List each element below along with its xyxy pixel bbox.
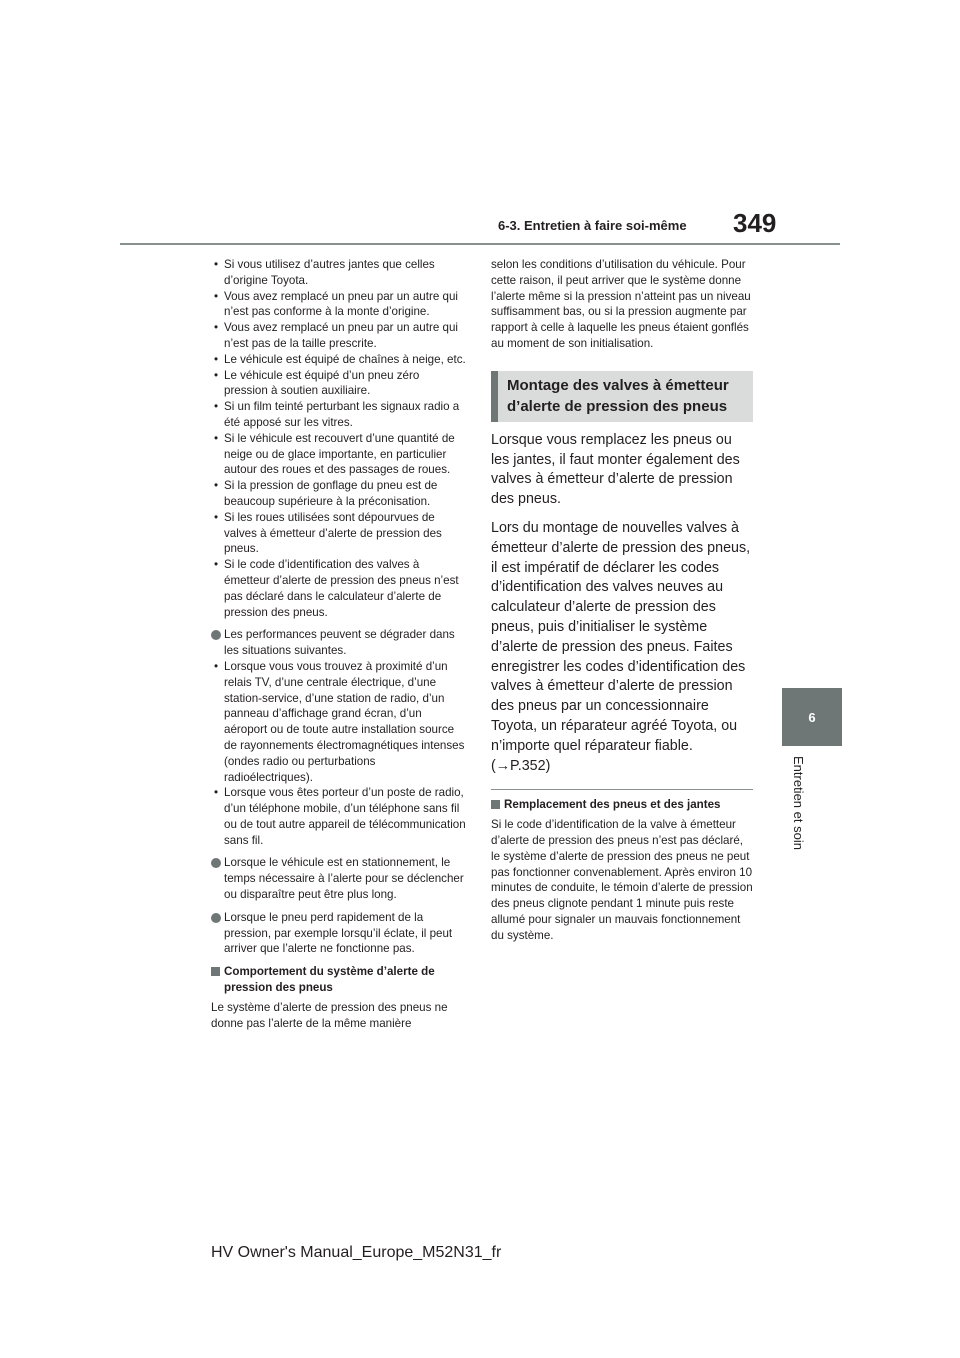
list-item: • Si vous utilisez d’autres jantes que celles d’origine Toyota. xyxy=(214,258,435,287)
section-title: Montage des valves à émetteur d’alerte de pression des pneus xyxy=(491,371,753,422)
list-item: • Lorsque vous vous trouvez à proximité d’un relais TV, d’une centrale électrique, d’une station-service, d’une station de radio, d’un panneau d’affichage grand écran, d’un aéroport ou de toute autre installation source de rayonnements électromagnétiques intenses (ondes radio ou perturbations radioélectriques). xyxy=(214,659,465,784)
page-number: 349 xyxy=(733,208,777,238)
list-item: • Vous avez remplacé un pneu par un autre qui n’est pas de la taille prescrite. xyxy=(214,321,458,350)
chapter-tab-number: 6 xyxy=(808,709,816,725)
bullet-dot-icon: • xyxy=(214,510,219,524)
paragraph-tire-replacement: Si le code d’identification de la valve à émetteur d’alerte de pression des pneus n’est pas déclaré, le système d’alerte de pression des pneus ne peut pas fonctionner convenablement. Après environ 10 minutes de conduite, le témoin d’alerte de pression des pneus clignote pendant 1 minute puis reste allumé pour signaler un mauvais fonctionnement du système. xyxy=(491,818,753,942)
bullet-dot-icon: • xyxy=(214,558,219,572)
bullet-dot-icon: • xyxy=(214,352,219,366)
note-rapid-loss: Lorsque le pneu perd rapidement de la pression, par exemple lorsqu’il éclate, il peut arriver que l’alerte ne fonctionne pas. xyxy=(211,910,466,957)
list-item: • Lorsque vous êtes porteur d’un poste de radio, d’un téléphone mobile, d’un téléphone sans fil ou de tout autre appareil de télécommunication sans fil. xyxy=(214,786,466,847)
bullet-dot-icon: • xyxy=(214,479,219,493)
bullet-dot-icon: • xyxy=(214,321,219,335)
subheading-system-behavior: Comportement du système d’alerte de pression des pneus xyxy=(211,964,466,996)
bullet-list-conditions xyxy=(211,257,466,620)
note-performance: Les performances peuvent se dégrader dans les situations suivantes. xyxy=(211,627,466,659)
list-item: • Si les roues utilisées sont dépourvues de valves à émetteur d’alerte de pression des pneus. xyxy=(214,510,442,556)
circle-bullet-icon xyxy=(211,858,221,868)
bullet-dot-icon: • xyxy=(214,400,219,414)
bullet-dot-icon: • xyxy=(214,786,219,800)
list-item: • Le véhicule est équipé de chaînes à neige, etc. xyxy=(214,352,466,366)
list-item: • Si un film teinté perturbant les signaux radio a été apposé sur les vitres. xyxy=(214,400,460,429)
paragraph-system-behavior: Le système d’alerte de pression des pneus ne donne pas l’alerte de la même manière xyxy=(211,1000,448,1030)
list-item: • Si le code d’identification des valves à émetteur d’alerte de pression des pneus n’est pas déclaré dans le calculateur d’alerte de pression des pneus. xyxy=(214,558,459,619)
note-parking: Lorsque le véhicule est en stationnement, le temps nécessaire à l’alerte pour se déclencher ou disparaître peut être plus long. xyxy=(211,855,466,902)
paragraph-continued: selon les conditions d’utilisation du véhicule. Pour cette raison, il peut arriver que le système donne l’alerte même si la pression n’atteint pas un niveau suffisamment bas, ou si la pression augmente par rapport à celle à laquelle les pneus étaient gonflés au moment de son initialisation. xyxy=(491,258,751,350)
bullet-dot-icon: • xyxy=(214,431,219,445)
circle-bullet-icon xyxy=(211,913,221,923)
chapter-tab-label: Entretien et soin xyxy=(791,756,806,850)
bullet-dot-icon: • xyxy=(214,289,219,303)
list-item: • Si le véhicule est recouvert d’une quantité de neige ou de glace importante, en particulier autour des roues et des passages de roues. xyxy=(214,431,455,477)
right-column xyxy=(491,257,753,944)
footer-manual-id: HV Owner's Manual_Europe_M52N31_fr xyxy=(211,1244,502,1261)
bullet-dot-icon: • xyxy=(214,659,219,673)
list-item: • Vous avez remplacé un pneu par un autre qui n’est pas conforme à la monte d’origine. xyxy=(214,289,458,319)
square-bullet-icon xyxy=(211,967,220,976)
chapter-tab xyxy=(782,688,842,746)
list-item: • Le véhicule est équipé d’un pneu zéro pression à soutien auxiliaire. xyxy=(214,368,420,398)
list-item: • Si la pression de gonflage du pneu est de beaucoup supérieure à la préconisation. xyxy=(214,479,438,508)
divider xyxy=(491,789,753,790)
bullet-list-interference xyxy=(211,659,466,849)
circle-bullet-icon xyxy=(211,630,221,640)
subheading-tire-replacement: Remplacement des pneus et des jantes xyxy=(491,797,753,813)
bullet-dot-icon: • xyxy=(214,258,219,271)
paragraph-valve-registration: Lors du montage de nouvelles valves à émetteur d’alerte de pression des pneus, il est impératif de déclarer les codes d’identification des valves neuves au calculateur d’alerte de pression des pneus, puis d’initialiser le système d’alerte de pression des pneus. Faites enregistrer les codes d’identification des valves à émetteur d’alerte de pression des pneus par un concessionnaire Toyota, un réparateur agréé Toyota, ou n’importe quel réparateur fiable. (→P.352) xyxy=(491,519,751,774)
square-bullet-icon xyxy=(491,800,500,809)
header-rule xyxy=(120,243,840,245)
bullet-dot-icon: • xyxy=(214,368,219,382)
paragraph-valve-replacement: Lorsque vous remplacez les pneus ou les jantes, il faut monter également des valves à émetteur d’alerte de pression des pneus. xyxy=(491,431,740,508)
left-column xyxy=(211,257,466,1031)
header-section-title: 6-3. Entretien à faire soi-même xyxy=(498,218,687,233)
